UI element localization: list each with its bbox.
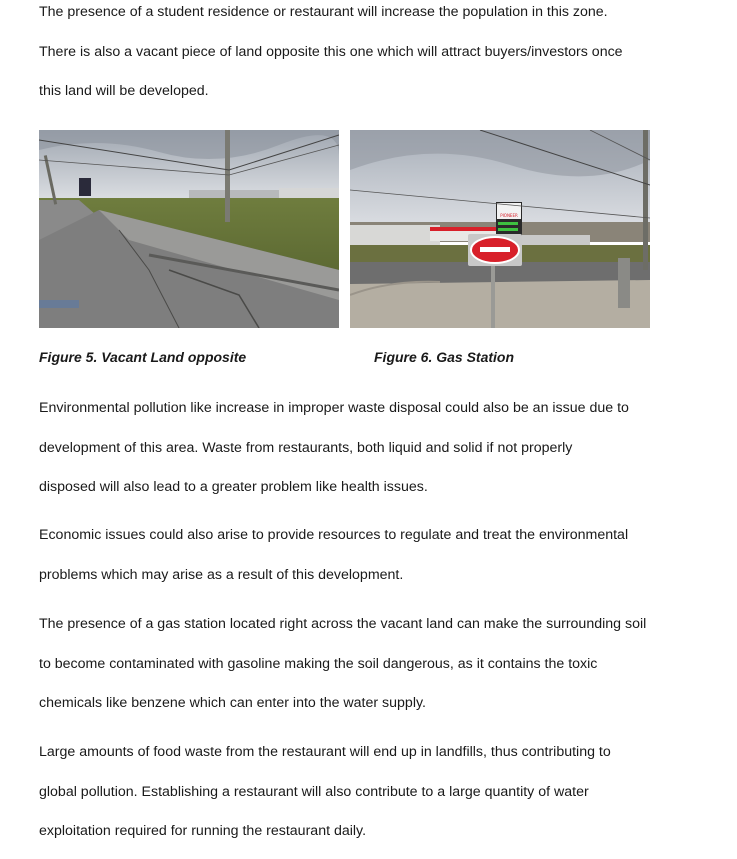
figure-caption: Figure 5. Vacant Land opposite <box>39 349 247 365</box>
paragraph-gas-station <box>39 612 646 731</box>
paragraph-intro <box>39 0 623 119</box>
text-line: this land will be developed. <box>39 83 209 99</box>
text-line: disposed will also lead to a greater problem like health issues. <box>39 479 428 495</box>
text-line: The presence of a gas station located right across the vacant land can make the surrounding soil <box>39 616 647 632</box>
paragraph-economic <box>39 523 628 602</box>
text-line: There is also a vacant piece of land opposite this one which will attract buyers/investors once <box>39 43 623 60</box>
text-line: development of this area. Waste from restaurants, both liquid and solid if not properly <box>39 439 573 456</box>
photo-gas-station <box>350 130 650 328</box>
figure-row <box>39 130 659 330</box>
photo-vacant-land <box>39 130 339 328</box>
figure-caption: Figure 6. Gas Station <box>374 349 515 365</box>
paragraph-environmental <box>39 396 629 515</box>
text-line: Economic issues could also arise to provide resources to regulate and treat the environmental <box>39 527 629 543</box>
text-line: chemicals like benzene which can enter into the water supply. <box>39 695 426 711</box>
sign-brand-text: PIONEER <box>500 213 518 218</box>
text-line: Large amounts of food waste from the restaurant will end up in landfills, thus contributing to <box>39 744 611 760</box>
text-line: exploitation required for running the restaurant daily. <box>39 823 367 839</box>
text-line: to become contaminated with gasoline making the soil dangerous, as it contains the toxic <box>39 655 598 672</box>
text-line: global pollution. Establishing a restaurant will also contribute to a large quantity of water <box>39 783 589 800</box>
paragraph-food-waste <box>39 740 611 859</box>
text-line: problems which may arise as a result of this development. <box>39 566 404 583</box>
text-line: Environmental pollution like increase in improper waste disposal could also be an issue due to <box>39 400 629 416</box>
text-line: The presence of a student residence or restaurant will increase the population in this zone. <box>39 4 608 20</box>
